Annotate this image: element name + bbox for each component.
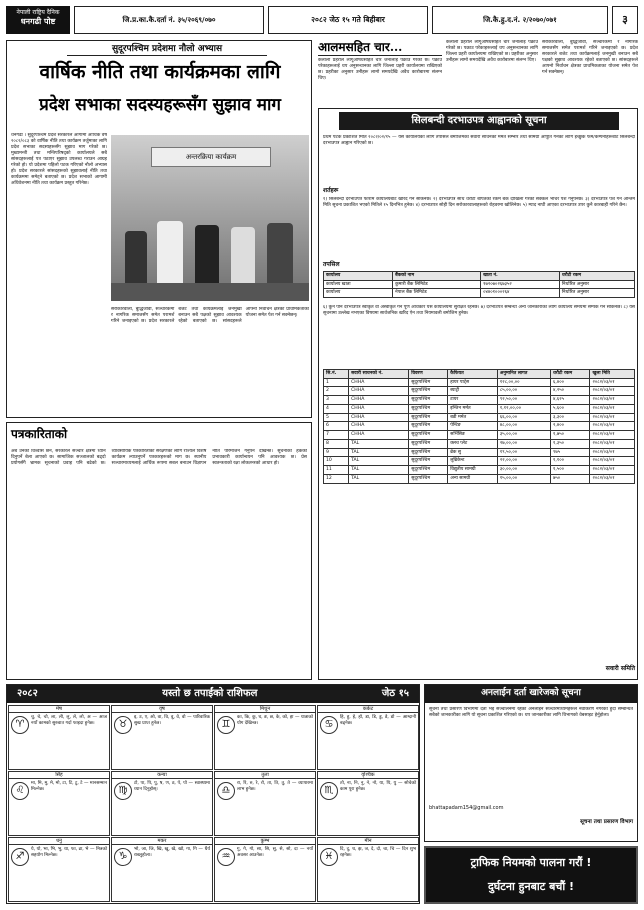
vehicle-table-cell: इन्जिन मर्मत bbox=[448, 404, 498, 413]
top-middle-story bbox=[318, 40, 442, 104]
notice-contact-title: तपसिल bbox=[323, 261, 340, 268]
vehicle-table-cell: २०८२/०३/०१ bbox=[590, 413, 635, 422]
vehicle-table-serial: 4 bbox=[324, 404, 349, 413]
vehicle-table-row bbox=[324, 466, 635, 475]
traffic-line-1: ट्राफिक नियमको पालना गरौं ! bbox=[470, 856, 592, 869]
horoscope-sign bbox=[214, 771, 316, 836]
vehicle-table-row bbox=[324, 431, 635, 440]
notice-rules: ६) कुनै पनि दरभाउपत्र स्वीकृत वा अस्वीकृत गर्ने पूर्ण अधिकार यस कार्यालयमा सुरक्षित रहनेछ। ७) दरभाउपत्र सम्बन्धी अन्य जानकारीका लागि कार्यालय समयमा सम्पर्क गर्न सकिनेछ। ८) यस सूचनामा उल्लेख नभएका विषयमा सार्वजनिक खरिद ऐन तथा नियमावली बमोजिम हुनेछ। bbox=[323, 305, 635, 316]
vehicle-table-serial: 8 bbox=[324, 439, 349, 448]
horoscope-sign bbox=[317, 771, 419, 836]
bank-table-cell: कार्यालय खाता bbox=[324, 280, 393, 289]
vehicle-table-cell: ६,४०० bbox=[550, 378, 589, 387]
vehicle-table-row bbox=[324, 413, 635, 422]
vehicle-table-row bbox=[324, 396, 635, 405]
vehicle-table-row bbox=[324, 387, 635, 396]
horoscope-sign-text: ♒ गु, गे, गो, सा, सि, सु, से, सो, दा — नयाँ अवसर आउनेछ। bbox=[215, 845, 315, 860]
vehicle-table-cell: सुदूरपश्चिम bbox=[409, 457, 448, 466]
vehicle-table-row bbox=[324, 378, 635, 387]
horoscope-sign-name: मिथुन bbox=[215, 706, 315, 713]
vehicle-table-cell: TAL bbox=[349, 448, 409, 457]
lead-headline-1: वार्षिक नीति तथा कार्यक्रमका लागि bbox=[39, 61, 281, 83]
zodiac-icon: ♋ bbox=[320, 716, 338, 734]
horoscope-sign bbox=[317, 705, 419, 770]
vehicle-table-cell: ४,२५० bbox=[550, 387, 589, 396]
horoscope-sign-text: ♉ इ, उ, ए, ओ, वा, वि, वु, वे, वो — पारिवारिक सुख प्राप्त हुनेछ। bbox=[112, 713, 212, 728]
zodiac-icon: ♑ bbox=[114, 848, 132, 866]
horoscope-sign bbox=[111, 705, 213, 770]
vehicle-table-cell: ३०,००,०० bbox=[497, 466, 550, 475]
vehicle-table-cell: २०८२/०३/०१ bbox=[590, 396, 635, 405]
bank-table-cell: ०४४०१०००२६४ bbox=[481, 289, 560, 298]
vehicle-table-cell: २०८२/०३/०१ bbox=[590, 404, 635, 413]
vehicle-table-cell: बडी मर्मत bbox=[448, 413, 498, 422]
horoscope-sign bbox=[317, 837, 419, 902]
horoscope-sign bbox=[214, 705, 316, 770]
vehicle-table-cell: CHHA bbox=[349, 378, 409, 387]
vehicle-table-cell: सुदूरपश्चिम bbox=[409, 378, 448, 387]
vehicle-table-cell: ३,३०० bbox=[550, 413, 589, 422]
bank-table-header: धरौटी रकम bbox=[559, 272, 634, 281]
masthead-line2: धनगढी पोष्ट bbox=[20, 16, 56, 26]
notice-title: सिलबन्दी दरभाउपत्र आह्वानको सूचना bbox=[339, 112, 619, 130]
vehicle-table-cell: सुदूरपश्चिम bbox=[409, 466, 448, 475]
horoscope-sign-name: तुला bbox=[215, 772, 315, 779]
vehicle-table-cell: ब्रेक सु bbox=[448, 448, 498, 457]
lead-story bbox=[6, 40, 312, 418]
notice-vehicle-table bbox=[323, 369, 635, 659]
traffic-line-2: दुर्घटना हुनबाट बचौं ! bbox=[487, 880, 575, 893]
vehicle-table-cell: CHHA bbox=[349, 431, 409, 440]
tender-notice bbox=[318, 108, 638, 680]
horoscope-date: जेठ १५ bbox=[381, 687, 409, 699]
vehicle-table-cell: २०८२/०३/०१ bbox=[590, 474, 635, 483]
horoscope-sign-name: मकर bbox=[112, 838, 212, 845]
horoscope-header bbox=[7, 685, 419, 703]
vehicle-table-cell: २७,००,०० bbox=[497, 439, 550, 448]
vehicle-table-cell: २०८२/०३/०१ bbox=[590, 431, 635, 440]
vehicle-table-row bbox=[324, 448, 635, 457]
vehicle-table-header: सवारी साधनको नं. bbox=[349, 370, 409, 379]
masthead-logo bbox=[6, 6, 70, 34]
vehicle-table-cell: पेन्टिङ bbox=[448, 422, 498, 431]
vehicle-table-serial: 10 bbox=[324, 457, 349, 466]
vehicle-table-header: कैफियत bbox=[448, 370, 498, 379]
lead-body-left: धनगढी । सुदूरपश्चिम प्रदेश सरकारले आगामी आर्थिक वर्ष २०८२/०८३ को वार्षिक नीति तथा कार्यक्रम तर्जुमाका लागि प्रदेश सभाका सदस्यहरूसँग सुझाव माग गरेको छ। मुख्यमन्त्री तथा मन्त्रिपरिषद्को कार्यालयले सबै सांसदहरूलाई पत्र पठाएर सुझाव उपलब्ध गराउन आग्रह गरेको हो। यो प्रदेशमा पहिलो पटक गरिएको नौलो अभ्यास हो। प्रदेश सरकारले सांसदहरूको सुझावलाई नीति तथा कार्यक्रममा समेट्ने बताएको छ। प्रदेश सभाको आगामी अधिवेशनमा नीति तथा कार्यक्रम प्रस्तुत गरिनेछ। bbox=[11, 133, 107, 186]
vehicle-table-cell: ९२,५०,०० bbox=[497, 396, 550, 405]
horoscope-sign-name: वृश्चिक bbox=[318, 772, 418, 779]
horoscope-sign-text: ♈ चु, चे, चो, ला, ली, लु, ले, लो, अ — आज नयाँ कामको सुरुवात गर्दा फाइदा हुनेछ। bbox=[9, 713, 109, 728]
vehicle-table-cell: सुदूरपश्चिम bbox=[409, 387, 448, 396]
bank-table-row bbox=[324, 280, 635, 289]
second-headline: पत्रकारिताको bbox=[11, 427, 68, 441]
vehicle-table-cell: ८५,००,०० bbox=[497, 387, 550, 396]
lead-headline-2: प्रदेश सभाका सदस्यहरूसँग सुझाव माग bbox=[39, 95, 281, 115]
vehicle-table-cell: TAL bbox=[349, 439, 409, 448]
vehicle-table-cell: सुदूरपश्चिम bbox=[409, 439, 448, 448]
vehicle-table-cell: TAL bbox=[349, 466, 409, 475]
vehicle-table-cell: २०८२/०३/०१ bbox=[590, 457, 635, 466]
vehicle-table-serial: 1 bbox=[324, 378, 349, 387]
header-registration-right: जि.कै.हु.द.नं. २/२०७०/०७१ bbox=[432, 6, 608, 34]
bank-table-row bbox=[324, 289, 635, 298]
vehicle-table-cell: सुदूरपश्चिम bbox=[409, 422, 448, 431]
vehicle-table-cell: CHHA bbox=[349, 404, 409, 413]
zodiac-icon: ♒ bbox=[217, 848, 235, 866]
vehicle-table-header: धरौटी रकम bbox=[550, 370, 589, 379]
vehicle-table-serial: 3 bbox=[324, 396, 349, 405]
vehicle-table-cell: १,१२,००,०० bbox=[497, 404, 550, 413]
vehicle-table-serial: 12 bbox=[324, 474, 349, 483]
vehicle-table-cell: २०८२/०३/०१ bbox=[590, 378, 635, 387]
vehicle-table-cell: १,१०० bbox=[550, 457, 589, 466]
horoscope-sign-name: कर्कट bbox=[318, 706, 418, 713]
vehicle-table-serial: 9 bbox=[324, 448, 349, 457]
horoscope-sign-text: ♊ का, कि, कु, घ, ङ, छ, के, को, हा — यात्राको योग देखिन्छ। bbox=[215, 713, 315, 728]
horoscope-sign-text: ♋ हि, हु, हे, हो, डा, डि, डु, डे, डो — आम्दानी बढ्नेछ। bbox=[318, 713, 418, 728]
vehicle-table-serial: 5 bbox=[324, 413, 349, 422]
vehicle-table-cell: २०८२/०३/०१ bbox=[590, 448, 635, 457]
horoscope-sign-text: ♎ रा, रि, रु, रे, रो, ता, ति, तु, ते — व्यापारमा लाभ हुनेछ। bbox=[215, 779, 315, 794]
photo-table bbox=[111, 283, 309, 301]
header-date: २०८२ जेठ १५ गते बिहीबार bbox=[268, 6, 428, 34]
horoscope-sign-name: धनु bbox=[9, 838, 109, 845]
vehicle-table-cell: ५,६०० bbox=[550, 404, 589, 413]
traffic-slogan bbox=[424, 846, 638, 904]
horoscope-sign bbox=[8, 705, 110, 770]
notice-signature: सवारी समिति bbox=[605, 665, 635, 672]
vehicle-table-cell: १,५०० bbox=[550, 466, 589, 475]
vehicle-table-cell: सुदूरपश्चिम bbox=[409, 404, 448, 413]
vehicle-table-cell: ४,६२५ bbox=[550, 396, 589, 405]
vehicle-table-cell: १,७५० bbox=[550, 431, 589, 440]
vehicle-table-cell: २२,००,०० bbox=[497, 457, 550, 466]
vehicle-table-cell: ७५० bbox=[550, 474, 589, 483]
horoscope-sign-text: ♍ टो, पा, पि, पु, ष, ण, ठ, पे, पो — स्वास्थ्यमा ध्यान दिनुहोस्। bbox=[112, 779, 212, 794]
zodiac-icon: ♍ bbox=[114, 782, 132, 800]
vehicle-table-row bbox=[324, 404, 635, 413]
vehicle-table-cell: १२८,००,०० bbox=[497, 378, 550, 387]
horoscope-sign-text: ♓ दि, दु, थ, झ, ञ, दे, दो, चा, चि — दिन शुभ रहनेछ। bbox=[318, 845, 418, 860]
vehicle-table-cell: हायर पार्ट्स bbox=[448, 378, 498, 387]
lead-kicker: सुदूरपश्चिम प्रदेशमा नौलो अभ्यास bbox=[67, 44, 267, 56]
header-registration-left: जि.प्र.का.कै.दर्ता नं. ३५/२०६९/०७० bbox=[74, 6, 264, 34]
zodiac-icon: ♏ bbox=[320, 782, 338, 800]
vehicle-table-serial: 2 bbox=[324, 387, 349, 396]
vehicle-table-cell: सुदूरपश्चिम bbox=[409, 448, 448, 457]
vehicle-table-header: अनुमानित लागत bbox=[497, 370, 550, 379]
vehicle-table-serial: 7 bbox=[324, 431, 349, 440]
top-column-text: कैलाली प्रहरीले लागूऔषधसहित चार जनालाई पक्राउ गरेको छ। पक्राउ परेकाहरूलाई थप अनुसन्धानका लागि जिल्ला प्रहरी कार्यालयमा राखिएको छ। प्रहरीका अनुसार उनीहरू लामो समयदेखि अवैध कारोबारमा संलग्न थिए। bbox=[446, 40, 538, 63]
vehicle-table-cell: अन्य सामग्री bbox=[448, 474, 498, 483]
bank-table-header: खाता नं. bbox=[481, 272, 560, 281]
vehicle-table-serial: 11 bbox=[324, 466, 349, 475]
vehicle-table-cell: २०८२/०३/०१ bbox=[590, 387, 635, 396]
horoscope-sign-text: ♐ ये, यो, भा, भि, भु, धा, फा, ढा, भे — मित्रको सहयोग मिल्नेछ। bbox=[9, 845, 109, 860]
horoscope-sign bbox=[111, 837, 213, 902]
online-notice-title: अनलाईन दर्ता खारेजको सूचना bbox=[425, 685, 637, 703]
vehicle-table-cell: २०८२/०३/०१ bbox=[590, 439, 635, 448]
second-story bbox=[6, 422, 312, 680]
masthead-line1: नेपाली राष्ट्रिय दैनिक bbox=[16, 9, 60, 16]
vehicle-table-header: सि.नं. bbox=[324, 370, 349, 379]
vehicle-table-cell: ब्याट्री bbox=[448, 387, 498, 396]
notice-conditions-title: शर्तहरू bbox=[323, 187, 339, 194]
vehicle-table-cell: २,४०० bbox=[550, 422, 589, 431]
vehicle-table-header: खुला मिति bbox=[590, 370, 635, 379]
notice-bank-table bbox=[323, 271, 635, 301]
top-middle-headline: आलमसहित चार... bbox=[318, 40, 442, 56]
vehicle-table-cell: ९७५ bbox=[550, 448, 589, 457]
bank-table-cell: नेपाल बैंक लिमिटेड bbox=[393, 289, 481, 298]
horoscope-sign bbox=[214, 837, 316, 902]
vehicle-table-row bbox=[324, 422, 635, 431]
vehicle-table-row bbox=[324, 474, 635, 483]
vehicle-table-cell: TAL bbox=[349, 474, 409, 483]
top-middle-body: कैलाली प्रहरीले लागूऔषधसहित चार जनालाई पक्राउ गरेको छ। पक्राउ परेकाहरूलाई थप अनुसन्धानका लागि जिल्ला प्रहरी कार्यालयमा राखिएको छ। प्रहरीका अनुसार उनीहरू लामो समयदेखि अवैध कारोबारमा संलग्न थिए। bbox=[318, 58, 442, 81]
vehicle-table-cell: सुदूरपश्चिम bbox=[409, 413, 448, 422]
horoscope-sign-text: ♑ भो, जा, जि, खि, खु, खे, खो, गा, गि — धैर्य राख्नुहोला। bbox=[112, 845, 212, 860]
horoscope-sign-name: मीन bbox=[318, 838, 418, 845]
vehicle-table-cell: क्लच प्लेट bbox=[448, 439, 498, 448]
zodiac-icon: ♎ bbox=[217, 782, 235, 800]
vehicle-table-cell: २०८२/०३/०१ bbox=[590, 466, 635, 475]
horoscope-sign bbox=[8, 837, 110, 902]
lead-body-bottom: सरोकारवाला, बुद्धिजीवी, सञ्चारकर्मी र नागरिक समाजसँग समेत परामर्श गरिने जनाइएको छ। प्रदेश सरकारले बजेट तथा कार्यक्रमलाई जनमुखी बनाउन सबै पक्षको सुझाव आवश्यक रहेको बताएको छ। सांसदहरूले आफ्नो निर्वाचन क्षेत्रका प्राथमिकताका योजना समेत पेश गर्न सक्नेछन्। bbox=[111, 307, 309, 324]
horoscope-sign-name: वृष bbox=[112, 706, 212, 713]
vehicle-table-cell: विद्युतीय सामग्री bbox=[448, 466, 498, 475]
online-notice bbox=[424, 684, 638, 842]
zodiac-icon: ♐ bbox=[11, 848, 29, 866]
vehicle-table-serial: 6 bbox=[324, 422, 349, 431]
horoscope-sign-name: मेष bbox=[9, 706, 109, 713]
vehicle-table-cell: सुदूरपश्चिम bbox=[409, 474, 448, 483]
vehicle-table-cell: CHHA bbox=[349, 413, 409, 422]
bank-table-header: बैंकको नाम bbox=[393, 272, 481, 281]
horoscope-sign bbox=[8, 771, 110, 836]
vehicle-table-cell: सर्भिसिङ bbox=[448, 431, 498, 440]
vehicle-table-cell: TAL bbox=[349, 457, 409, 466]
zodiac-icon: ♌ bbox=[11, 782, 29, 800]
notice-intro: प्रथम पटक प्रकाशित मिति २०८२/०२/१५ — यस कार्यालयको लागि तपसिल बमोजिमका सवारी साधनको मर्मत सम्भार तथा सामग्री आपूर्ति गर्नका लागि इच्छुक फर्म/कम्पनीहरूबाट सिलबन्दी दरभाउपत्र आह्वान गरिएको छ। bbox=[323, 135, 635, 146]
horoscope-section bbox=[6, 684, 420, 904]
bank-table-cell: कुमारी बैंक लिमिटेड bbox=[393, 280, 481, 289]
horoscope-sign-name: कुम्भ bbox=[215, 838, 315, 845]
vehicle-table-cell: १९,५०,०० bbox=[497, 448, 550, 457]
bank-table-cell: निर्धारित अनुसार bbox=[559, 289, 634, 298]
horoscope-sign bbox=[111, 771, 213, 836]
horoscope-title: यस्तो छ तपाईंको राशिफल bbox=[162, 687, 258, 699]
vehicle-table-cell: CHHA bbox=[349, 422, 409, 431]
bank-table-cell: निर्धारित अनुसार bbox=[559, 280, 634, 289]
zodiac-icon: ♉ bbox=[114, 716, 132, 734]
horoscope-sign-text: ♌ मा, मि, मु, मे, मो, टा, टि, टु, टे — मानसम्मान मिल्नेछ। bbox=[9, 779, 109, 794]
vehicle-table-cell: CHHA bbox=[349, 396, 409, 405]
online-notice-signature: सूचना तथा प्रसारण विभाग bbox=[580, 819, 633, 825]
zodiac-icon: ♈ bbox=[11, 716, 29, 734]
zodiac-icon: ♊ bbox=[217, 716, 235, 734]
vehicle-table-cell: १,३५० bbox=[550, 439, 589, 448]
notice-conditions: १) सिलबन्दी दरभाउपत्र फाराम कार्यालयबाट खरिद गर्न सकिनेछ। २) दरभाउपत्र साथ धरौटी बापतको रकम बैंक दाखिला गरेको सक्कल भौचर पेश गर्नुपर्नेछ। ३) दरभाउपत्र पेश गर्ने अन्तिम मिति सूचना प्रकाशित भएको मितिले १५ दिनभित्र हुनेछ। ४) दरभाउपत्र सोही दिन सरोकारवालाहरूको रोहवरमा खोलिनेछ। ५) म्याद नाघी आएका दरभाउपत्र उपर कुनै कारबाही गरिने छैन। bbox=[323, 197, 635, 208]
page-number: ३ bbox=[612, 6, 638, 34]
bank-table-cell: १७२०७०२६७३५२ bbox=[481, 280, 560, 289]
zodiac-icon: ♓ bbox=[320, 848, 338, 866]
vehicle-table-cell: सुदूरपश्चिम bbox=[409, 396, 448, 405]
vehicle-table-header: विवरण bbox=[409, 370, 448, 379]
horoscope-sign-name: कन्या bbox=[112, 772, 212, 779]
vehicle-table-cell: १५,००,०० bbox=[497, 474, 550, 483]
vehicle-table-cell: CHHA bbox=[349, 387, 409, 396]
vehicle-table-cell: टायर bbox=[448, 396, 498, 405]
vehicle-table-row bbox=[324, 457, 635, 466]
bank-table-cell: कार्यालय bbox=[324, 289, 393, 298]
horoscope-sign-text: ♏ तो, ना, नि, नु, ने, नो, या, यि, यु — सोचेको काम पूरा हुनेछ। bbox=[318, 779, 418, 794]
second-body: अब उनको विश्वास छैन, सरकारले सञ्चार क्षेत्रमा ध्यान दिनुपर्ने बेला आएको छ। सामाजिक सञ्जालको बढ्दो प्रयोगसँगै भ्रामक सूचनाको प्रवाह पनि बढेको छ। व्यावसायिक पत्रकारिताको संरक्षणका लागि राज्यले विशेष कार्यक्रम ल्याउनुपर्ने पत्रकारहरूको माग छ। स्थानीय सञ्चारमाध्यमलाई आर्थिक रूपमा सबल बनाउन विज्ञापन नीति परिमार्जन गर्नुपर्ने देखिन्छ। सूचनाको हकको प्रभावकारी कार्यान्वयन पनि आवश्यक छ। प्रेस स्वतन्त्रताको रक्षा लोकतन्त्रको आधार हो। bbox=[11, 449, 307, 466]
online-notice-body: सूचना तथा प्रसारण विभागमा दर्ता भई सञ्चालनमा रहेका अनलाइन सञ्चारमाध्यमहरूले नवीकरण नगरेको हुँदा सम्बन्धित सबैको जानकारीका लागि यो सूचना प्रकाशित गरिएको छ। थप जानकारीका लागि विभागको वेबसाइट हेर्नुहोला। bbox=[429, 707, 633, 718]
vehicle-table-cell: ६६,००,०० bbox=[497, 413, 550, 422]
online-notice-email: bhattapadam154@gmail.com bbox=[429, 805, 504, 811]
vehicle-table-cell: ३५,००,०० bbox=[497, 431, 550, 440]
horoscope-sign-name: सिंह bbox=[9, 772, 109, 779]
photo-banner: अन्तरक्रिया कार्यक्रम bbox=[151, 147, 271, 167]
bank-table-header: कार्यालय bbox=[324, 272, 393, 281]
top-column-text: सरोकारवाला, बुद्धिजीवी, सञ्चारकर्मी र नागरिक समाजसँग समेत परामर्श गरिने जनाइएको छ। प्रदेश सरकारले बजेट तथा कार्यक्रमलाई जनमुखी बनाउन सबै पक्षको सुझाव आवश्यक रहेको बताएको छ। सांसदहरूले आफ्नो निर्वाचन क्षेत्रका प्राथमिकताका योजना समेत पेश गर्न सक्नेछन्। bbox=[542, 40, 638, 75]
horoscope-year: २०८२ bbox=[17, 687, 38, 699]
lead-photo bbox=[111, 135, 309, 301]
vehicle-table-cell: २०८२/०३/०१ bbox=[590, 422, 635, 431]
vehicle-table-cell: ४८,००,०० bbox=[497, 422, 550, 431]
vehicle-table-cell: सुदूरपश्चिम bbox=[409, 431, 448, 440]
vehicle-table-cell: लुब्रिकेन्ट bbox=[448, 457, 498, 466]
vehicle-table-row bbox=[324, 439, 635, 448]
